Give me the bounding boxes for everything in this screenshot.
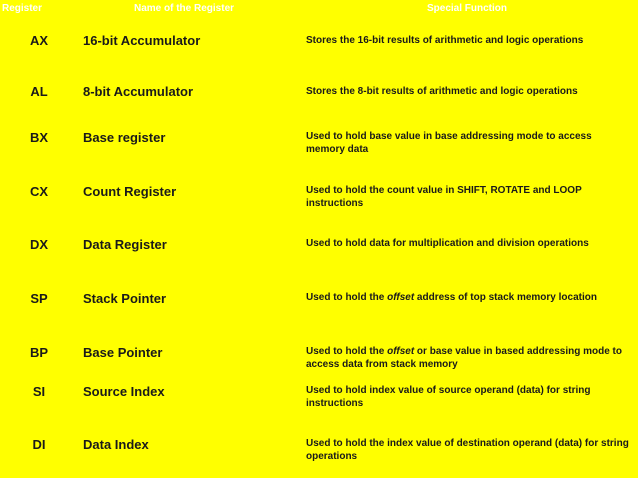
register-code: CX	[29, 184, 49, 199]
register-code: SI	[32, 384, 46, 399]
register-name: Data Index	[83, 437, 149, 452]
register-code: SP	[30, 291, 48, 306]
register-code: BP	[29, 345, 49, 360]
header-function: Special Function	[427, 3, 508, 14]
register-function: Used to hold the count value in SHIFT, ROTATE and LOOP instructions	[306, 185, 582, 209]
register-function: Used to hold data for multiplication and division operations	[306, 238, 589, 249]
register-name: 8-bit Accumulator	[83, 84, 194, 99]
register-function: Used to hold base value in base addressing mode to access memory data	[306, 131, 592, 155]
register-code: DI	[32, 437, 46, 452]
register-name: 16-bit Accumulator	[83, 33, 201, 48]
register-name: Count Register	[83, 184, 177, 199]
register-function: Used to hold index value of source operand (data) for string instructions	[306, 385, 591, 409]
register-name: Base register	[83, 130, 166, 145]
register-function: Used to hold the offset address of top stack memory location	[306, 292, 597, 303]
register-name: Source Index	[83, 384, 165, 399]
header-name: Name of the Register	[134, 3, 235, 14]
table-header	[0, 0, 638, 17]
register-code: AX	[29, 33, 49, 48]
register-name: Data Register	[83, 237, 167, 252]
register-function: Stores the 16-bit results of arithmetic and logic operations	[306, 35, 584, 46]
register-code: AL	[30, 84, 48, 99]
register-code: DX	[29, 237, 49, 252]
header-register: Register	[2, 3, 43, 14]
register-code: BX	[29, 130, 49, 145]
register-function: Used to hold the offset or base value in based addressing mode to access data from stack memory	[306, 346, 622, 370]
register-name: Base Pointer	[83, 345, 163, 360]
register-name: Stack Pointer	[83, 291, 167, 306]
register-function: Stores the 8-bit results of arithmetic and logic operations	[306, 86, 578, 97]
register-function: Used to hold the index value of destination operand (data) for string operations	[306, 438, 629, 462]
